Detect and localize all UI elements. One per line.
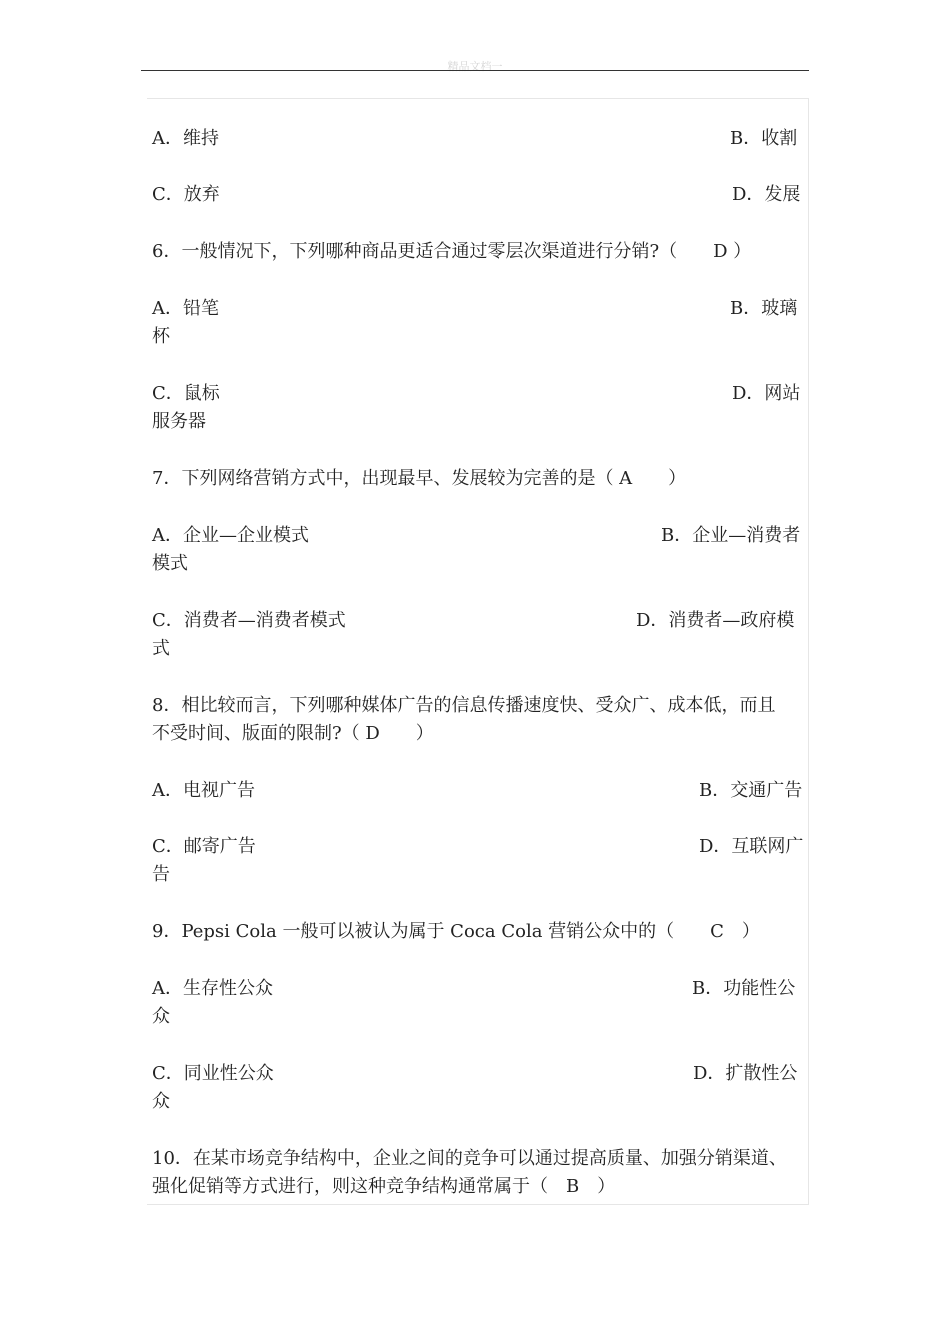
q8-option-c: C．邮寄广告 bbox=[152, 836, 256, 857]
q6-option-b-cont: 杯 bbox=[152, 326, 170, 347]
header-rule bbox=[141, 70, 809, 71]
q9-option-a: A．生存性公众 bbox=[152, 978, 273, 999]
q8-option-d: D．互联网广 bbox=[699, 836, 804, 857]
q8-option-b: B．交通广告 bbox=[699, 780, 803, 801]
q5-option-d: D．发展 bbox=[732, 184, 801, 205]
q10-stem-line2: 强化促销等方式进行，则这种竞争结构通常属于（ B ） bbox=[152, 1176, 616, 1197]
q7-option-d: D．消费者—政府模 bbox=[636, 610, 795, 631]
q9-option-b: B．功能性公 bbox=[692, 978, 796, 999]
q6-option-b: B．玻璃 bbox=[730, 298, 798, 319]
q6-option-c: C．鼠标 bbox=[152, 383, 220, 404]
q6-option-a: A．铅笔 bbox=[152, 298, 219, 319]
q7-option-d-cont: 式 bbox=[152, 638, 170, 659]
q7-option-c: C．消费者—消费者模式 bbox=[152, 610, 346, 631]
q6-option-d: D．网站 bbox=[732, 383, 801, 404]
q9-option-d: D．扩散性公 bbox=[693, 1063, 798, 1084]
q6-stem: 6．一般情况下，下列哪种商品更适合通过零层次渠道进行分销?（ D ） bbox=[152, 241, 752, 262]
q7-option-b: B．企业—消费者 bbox=[661, 525, 801, 546]
q9-option-c: C．同业性公众 bbox=[152, 1063, 274, 1084]
q8-option-d-cont: 告 bbox=[152, 864, 170, 885]
q5-option-b: B．收割 bbox=[730, 128, 798, 149]
header-watermark: 精品文档一 bbox=[447, 60, 503, 73]
q5-option-c: C．放弃 bbox=[152, 184, 220, 205]
q5-option-a: A．维持 bbox=[152, 128, 219, 149]
q9-option-d-cont: 众 bbox=[152, 1091, 170, 1112]
q9-stem: 9．Pepsi Cola 一般可以被认为属于 Coca Cola 营销公众中的（ C ） bbox=[152, 921, 760, 942]
q7-stem: 7．下列网络营销方式中，出现最早、发展较为完善的是（ A ） bbox=[152, 468, 687, 489]
q7-option-b-cont: 模式 bbox=[152, 553, 188, 574]
q6-option-d-cont: 服务器 bbox=[152, 411, 206, 432]
q8-stem-line2: 不受时间、版面的限制?（ D ） bbox=[152, 723, 434, 744]
q7-option-a: A．企业—企业模式 bbox=[152, 525, 309, 546]
q9-option-b-cont: 众 bbox=[152, 1006, 170, 1027]
q8-option-a: A．电视广告 bbox=[152, 780, 255, 801]
q10-stem-line1: 10．在某市场竞争结构中，企业之间的竞争可以通过提高质量、加强分销渠道、 bbox=[152, 1148, 787, 1169]
q8-stem-line1: 8．相比较而言，下列哪种媒体广告的信息传播速度快、受众广、成本低，而且 bbox=[152, 695, 776, 716]
